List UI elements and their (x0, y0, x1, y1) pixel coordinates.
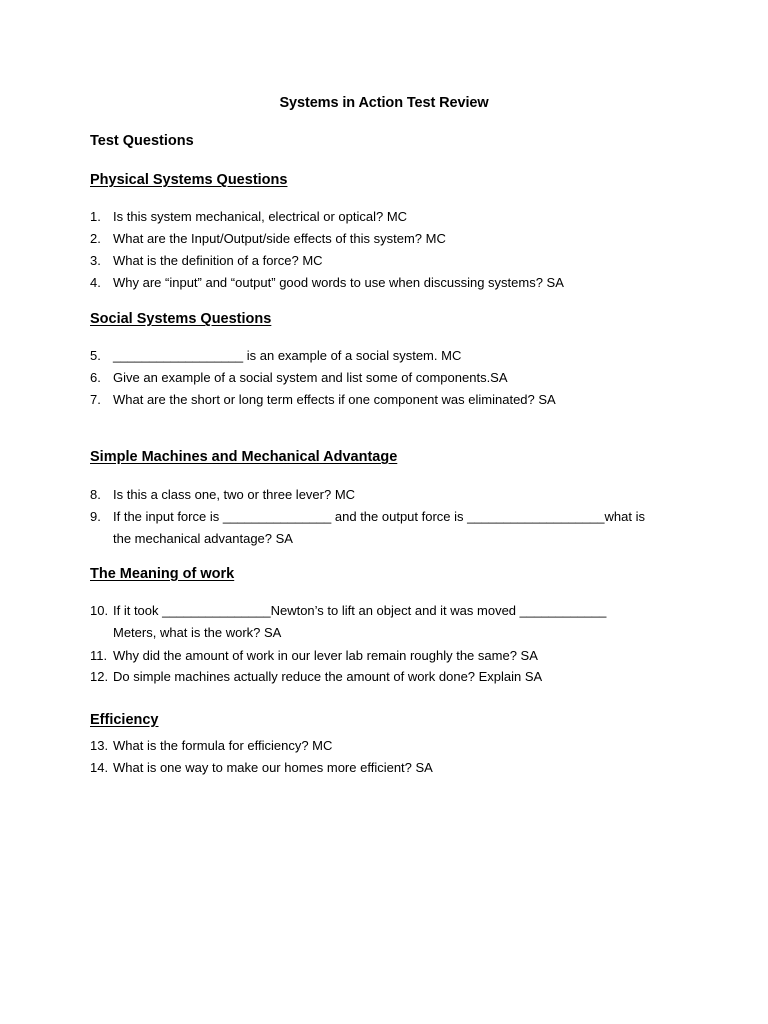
section-heading: Efficiency (90, 712, 159, 728)
question-text: What is the formula for efficiency? MC (113, 738, 333, 753)
question-item (90, 250, 323, 272)
question-text: What are the short or long term effects if one component was eliminated? SA (113, 392, 556, 407)
section-heading: The Meaning of work (90, 566, 235, 582)
question-number: 1. (90, 209, 101, 224)
question-number: 7. (90, 392, 101, 407)
question-text: Do simple machines actually reduce the amount of work done? Explain SA (113, 669, 543, 684)
question-item (90, 272, 564, 294)
question-item (90, 600, 606, 622)
question-text: Why are “input” and “output” good words to use when discussing systems? SA (113, 275, 564, 290)
question-item (90, 367, 508, 389)
question-number: 11. (90, 648, 108, 663)
question-number: 9. (90, 509, 101, 524)
question-text: If it took _______________Newton’s to lift an object and it was moved ____________ (113, 603, 607, 618)
question-item (90, 735, 332, 757)
section-heading: Social Systems Questions (90, 311, 272, 327)
question-item (90, 345, 461, 367)
question-text: What are the Input/Output/side effects of this system? MC (113, 231, 446, 246)
question-number: 12. (90, 669, 109, 684)
test-questions-heading: Test Questions (90, 133, 194, 149)
question-number: 14. (90, 760, 109, 775)
question-number: 3. (90, 253, 101, 268)
question-continuation: Meters, what is the work? SA (113, 625, 282, 640)
question-number: 4. (90, 275, 101, 290)
question-number: 2. (90, 231, 101, 246)
question-text: If the input force is _______________ and the output force is ___________________what is (113, 509, 645, 524)
question-text: Give an example of a social system and list some of components.SA (113, 370, 508, 385)
question-number: 13. (90, 738, 109, 753)
question-item (90, 206, 407, 228)
question-text: What is the definition of a force? MC (113, 253, 323, 268)
question-item (90, 506, 645, 528)
question-item (90, 666, 542, 688)
question-continuation: the mechanical advantage? SA (113, 531, 293, 546)
section-heading: Physical Systems Questions (90, 172, 288, 188)
question-item (90, 484, 355, 506)
question-text: Is this system mechanical, electrical or optical? MC (113, 209, 408, 224)
question-number: 6. (90, 370, 101, 385)
page-title: Systems in Action Test Review (279, 95, 489, 111)
question-number: 8. (90, 487, 101, 502)
question-item (90, 757, 433, 779)
question-item (90, 228, 446, 250)
question-item (90, 389, 556, 411)
section-heading: Simple Machines and Mechanical Advantage (90, 449, 398, 465)
question-number: 5. (90, 348, 101, 363)
question-text: Is this a class one, two or three lever? MC (113, 487, 356, 502)
question-text: Why did the amount of work in our lever lab remain roughly the same? SA (113, 648, 538, 663)
question-text: What is one way to make our homes more efficient? SA (113, 760, 433, 775)
question-text: __________________ is an example of a social system. MC (113, 348, 462, 363)
question-number: 10. (90, 603, 109, 618)
question-item (90, 645, 538, 667)
